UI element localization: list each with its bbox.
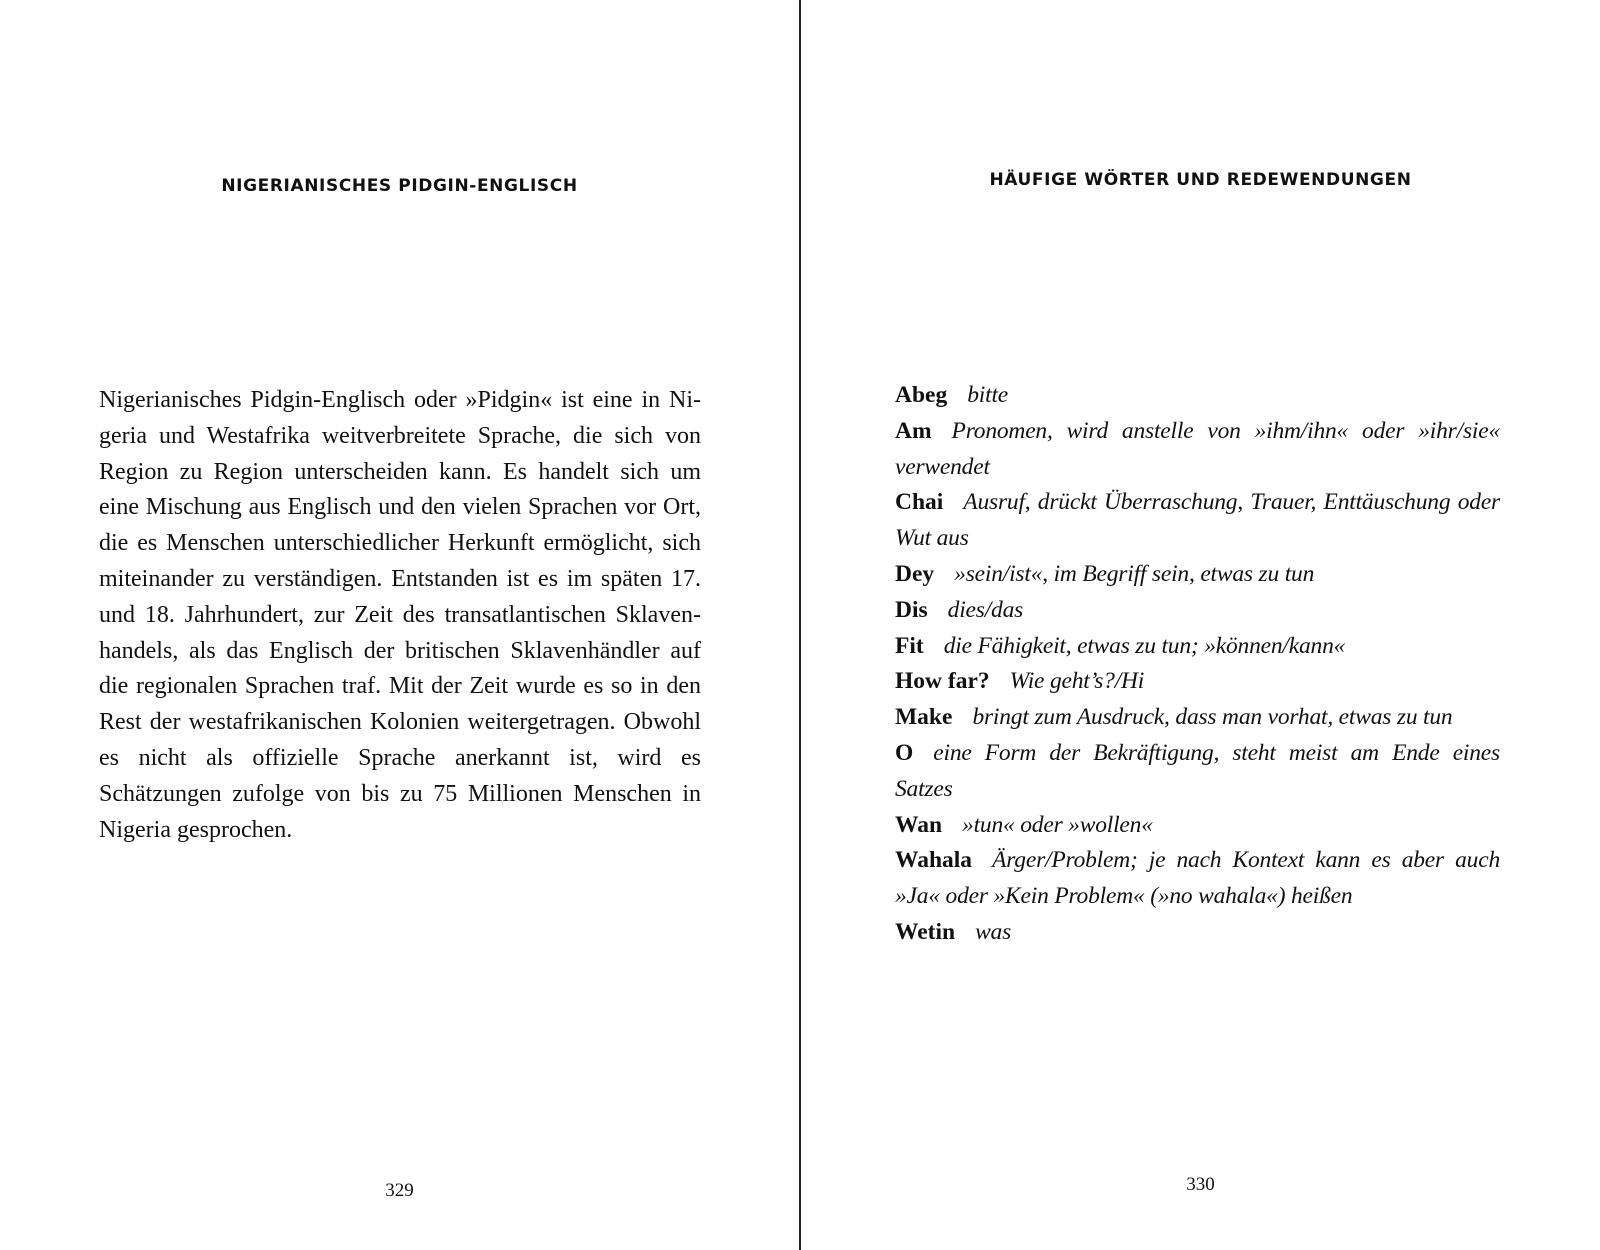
glossary-entry [895,593,1500,629]
glossary-definition: was [975,918,1012,945]
glossary-entry [895,700,1500,736]
glossary-term: O [895,739,914,766]
left-page-number: 329 [385,1180,414,1201]
glossary-definition: dies/das [947,596,1024,623]
left-page-body-text: Nigerianisches Pidgin-Englisch oder »Pidgin« ist eine in Nigeria und Westafrika weitverbreitete Sprache, die sich von Region zu Region unterscheiden kann. Es handelt sich um eine Mischung aus Englisch und den vielen Sprachen vor Ort, die es Menschen unterschiedlicher Herkunft ermöglicht, sich miteinander zu verständigen. Entstanden ist es im späten 17. und 18. Jahrhundert, zur Zeit des transatlantischen Sklavenhandels, als das Englisch der britischen Sklavenhändler auf die regionalen Sprachen traf. Mit der Zeit wurde es so in den Rest der westafrikanischen Kolonien weitergetragen. Obwohl es nicht als offizielle Sprache anerkannt ist, wird es Schätzungen zufolge von bis zu 75 Millionen Menschen in Nigeria gesprochen. [99,387,701,843]
glossary-definition: »tun« oder »wollen« [962,811,1153,838]
glossary-entry [895,378,1500,414]
glossary-definition: die Fähigkeit, etwas zu tun; »können/kann« [943,632,1346,659]
glossary-term: Wahala [895,847,973,874]
glossary-definition: bringt zum Ausdruck, dass man vorhat, etwas zu tun [972,704,1453,731]
glossary-definition: Pronomen, wird anstelle von »ihm/ihn« oder »ihr/sie« verwendet [895,417,1500,480]
glossary-definition: »sein/ist«, im Begriff sein, etwas zu tun [954,560,1315,587]
glossary-entry [895,915,1500,951]
left-page-heading: NIGERIANISCHES PIDGIN-ENGLISCH [221,176,578,196]
glossary-term: Dey [895,560,935,587]
glossary-term: Fit [895,632,924,659]
glossary-term: Am [895,417,932,444]
glossary-entry [895,843,1500,915]
glossary-term: Make [895,704,953,731]
glossary-entry [895,414,1500,486]
glossary-term: How far? [895,668,990,695]
glossary-entry [895,736,1500,808]
glossary-definition: Wie geht’s?/Hi [1009,668,1145,695]
glossary-definition: bitte [967,382,1009,408]
glossary-entry [895,664,1500,700]
left-page [0,0,799,1250]
glossary-term: Wetin [895,918,956,945]
glossary-definition: eine Form der Bekräftigung, steht meist am Ende eines Satzes [895,739,1500,802]
glossary-entry [895,808,1500,844]
right-page-heading: HÄUFIGE WÖRTER UND REDEWENDUNGEN [989,170,1412,190]
glossary-term: Wan [895,811,943,838]
glossary-list [895,378,1500,951]
glossary-term: Abeg [895,382,948,408]
glossary-entry [895,485,1500,557]
glossary-term: Dis [895,596,928,623]
glossary-entry [895,557,1500,593]
glossary-definition: Ausruf, drückt Überraschung, Trauer, Enttäuschung oder Wut aus [895,489,1500,552]
glossary-definition: Ärger/Problem; je nach Kontext kann es aber auch »Ja« oder »Kein Problem« (»no wahala«) heißen [895,847,1500,910]
glossary-term: Chai [895,489,944,516]
right-page-number: 330 [1186,1174,1215,1195]
glossary-entry [895,629,1500,665]
